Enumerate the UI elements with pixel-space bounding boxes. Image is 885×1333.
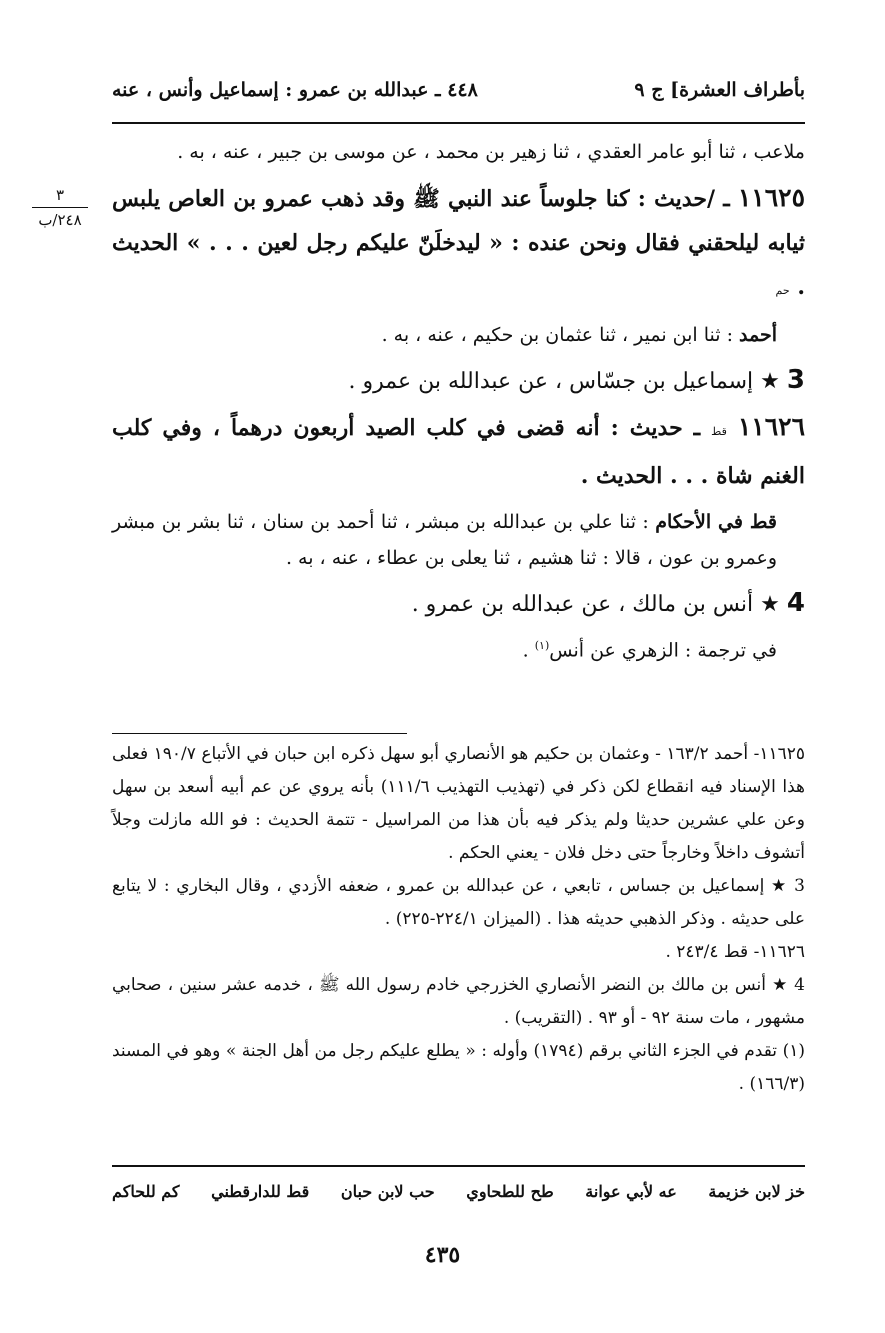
section-4-heading xyxy=(112,580,805,628)
footnotes xyxy=(112,738,805,1101)
hadith-source xyxy=(112,317,805,353)
footnote-rule xyxy=(112,733,407,734)
source-siglum: قط xyxy=(711,425,727,438)
section-3-heading xyxy=(112,357,805,405)
continuation-line: ملاعب ، ثنا أبو عامر العقدي ، ثنا زهير بن محمد ، عن موسى بن جبير ، عنه ، به . xyxy=(177,141,805,163)
running-header xyxy=(112,70,805,110)
page-number: ٤٣٥ xyxy=(424,1242,461,1268)
section-4-note: في ترجمة : الزهري عن أنس$^{(١)}$ . xyxy=(522,639,777,662)
abbr-item: قط للدارقطني xyxy=(211,1182,310,1201)
section-title: إسماعيل بن جسّاس ، عن عبدالله بن عمرو . xyxy=(348,369,754,394)
source-label: قط في الأحكام xyxy=(655,511,778,533)
main-text xyxy=(112,134,805,668)
hadith-11626 xyxy=(112,405,805,498)
source-siglum: حم xyxy=(775,284,790,297)
section-number: 4 xyxy=(786,588,805,618)
abbr-item: كم للحاكم xyxy=(112,1182,180,1201)
footnote-1: (١) تقدم في الجزء الثاني برقم (١٧٩٤) وأوله : « يطلع عليكم رجل من أهل الجنة » وهو في المسند (١٦٦/٣) . xyxy=(112,1041,805,1094)
footnote-11625: ١١٦٢٥- أحمد ١٦٣/٢ - وعثمان بن حكيم هو الأنصاري أبو سهل ذكره ابن حبان في الأتباع ١٩٠/٧ فعلى هذا الإسناد فيه انقطاع لكن ذكر في (تهذيب التهذيب ١١١/٦) بأنه يروي عن عم أبيه أسعد بن سهل وعن علي عشرين حديثا ولم يذكر فيه بأن هذا من المراسيل - تتمة الحديث : فو الله مازلت وجلاً أتشوف داخلاً وخارجاً حتى دخل فلان - يعني الحكم . xyxy=(112,744,806,863)
margin-note-top: ٣ xyxy=(55,186,65,204)
section-title: أنس بن مالك ، عن عبدالله بن عمرو . xyxy=(411,592,754,617)
header-rule xyxy=(112,122,805,124)
source-chain: : ثنا علي بن عبدالله بن مبشر ، ثنا أحمد بن سنان ، ثنا بشر بن مبشر وعمرو بن عون ، قالا : ثنا هشيم ، ثنا يعلى بن عطاء ، عنه ، به . xyxy=(112,511,777,569)
source-label: أحمد xyxy=(739,324,777,346)
abbreviation-key xyxy=(112,1182,805,1201)
section-number: 3 xyxy=(786,365,805,395)
footnote-narrator-4: 4 ★ أنس بن مالك بن النضر الأنصاري الخزرجي خادم رسول الله ﷺ ، خدمه عشر سنين ، صحابي مشهور ، مات سنة ٩٢ - أو ٩٣ . (التقريب) . xyxy=(112,975,805,1028)
bottom-rule xyxy=(112,1165,805,1167)
footnote-11626: ١١٦٢٦- قط ٢٤٣/٤ . xyxy=(665,942,805,962)
footnote-ref: (١) xyxy=(534,639,550,652)
abbr-item: حب لابن حبان xyxy=(340,1182,435,1201)
abbr-item: عه لأبي عوانة xyxy=(585,1182,677,1201)
hadith-11625 xyxy=(112,176,805,313)
source-chain: : ثنا ابن نمير ، ثنا عثمان بن حكيم ، عنه ، به . xyxy=(381,324,733,346)
header-left: ٤٤٨ ـ عبدالله بن عمرو : إسماعيل وأنس ، عنه xyxy=(112,79,478,101)
margin-folio-note xyxy=(24,186,96,229)
hadith-number: ١١٦٢٥ xyxy=(737,183,805,212)
margin-note-bottom: ٢٤٨/ب xyxy=(38,211,82,229)
hadith-text: ـ حديث : أنه قضى في كلب الصيد أربعون درهماً ، وفي كلب الغنم شاة . . . الحديث . xyxy=(112,415,805,489)
abbr-item: خز لابن خزيمة xyxy=(708,1182,805,1201)
note-text: في ترجمة : الزهري عن أنس xyxy=(549,639,777,662)
star-icon: ★ xyxy=(760,369,780,394)
hadith-source xyxy=(112,504,805,576)
hadith-number: ١١٦٢٦ xyxy=(737,412,805,441)
abbr-item: طح للطحاوي xyxy=(466,1182,554,1201)
hadith-text: ـ /حديث : كنا جلوساً عند النبي ﷺ وقد ذهب عمرو بن العاص يلبس ثيابه ليلحقني فقال ونحن عنده : « ليدخلَنّ عليكم رجل لعين . . . » الحديث . xyxy=(112,186,805,300)
star-icon: ★ xyxy=(760,592,780,617)
margin-note-divider xyxy=(32,207,88,208)
footnote-narrator-3: 3 ★ إسماعيل بن جساس ، تابعي ، عن عبدالله بن عمرو ، ضعفه الأزدي ، وقال البخاري : لا يتابع على حديثه . وذكر الذهبي حديثه هذا . (الميزان ٢٢٤/١-٢٢٥) . xyxy=(112,876,805,929)
header-right: بأطراف العشرة] ج ٩ xyxy=(634,79,805,101)
